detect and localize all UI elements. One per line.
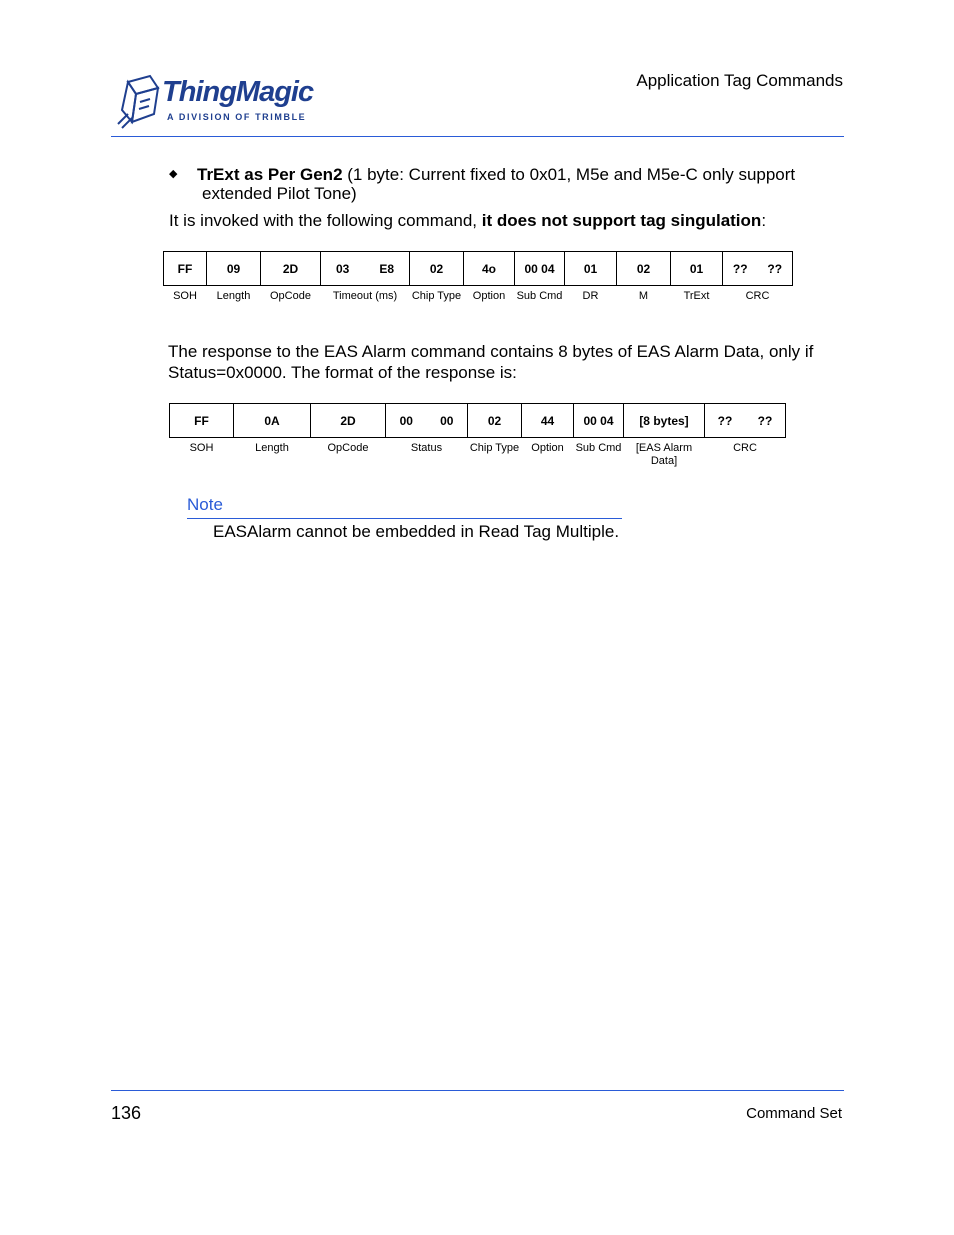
cmd-label-option: Option	[472, 290, 506, 302]
cmd-label-sub-cmd: Sub Cmd	[516, 290, 563, 302]
cmd-cell-m: 02	[617, 252, 671, 286]
logo-wordmark: ThingMagic	[162, 76, 314, 108]
resp-status-byte2: 00	[440, 413, 454, 428]
cmd-cell-option: 4o	[464, 252, 515, 286]
cmd-cell-opcode: 2D	[261, 252, 321, 286]
resp-label-length: Length	[255, 442, 289, 454]
resp-cell-chip-type: 02	[468, 404, 522, 438]
resp-cell-length: 0A	[234, 404, 311, 438]
cmd-label-chip-type: Chip Type	[411, 290, 462, 302]
response-intro-line1: The response to the EAS Alarm command contains 8 bytes of EAS Alarm Data, only if	[168, 342, 814, 361]
footer-section: Command Set	[746, 1105, 842, 1122]
bullet-text	[197, 165, 795, 184]
cmd-crc-byte1: ??	[732, 261, 748, 276]
resp-label-option: Option	[531, 442, 564, 454]
cmd-cell-trext: 01	[671, 252, 723, 286]
cmd-label-crc: CRC	[745, 290, 770, 302]
resp-status-byte1: 00	[399, 413, 413, 428]
resp-cell-opcode: 2D	[311, 404, 386, 438]
resp-cell-soh: FF	[170, 404, 234, 438]
resp-label-soh: SOH	[189, 442, 214, 454]
note-rule	[187, 518, 622, 519]
header-rule	[111, 136, 844, 137]
resp-label-crc: CRC	[733, 442, 757, 454]
cmd-cell-length: 09	[207, 252, 261, 286]
cmd-cell-timeout	[321, 252, 410, 286]
thingmagic-logo	[114, 72, 314, 132]
cmd-label-opcode: OpCode	[270, 290, 311, 302]
cmd-crc-byte2: ??	[767, 261, 783, 276]
resp-cell-eas-data: [8 bytes]	[624, 404, 705, 438]
response-table	[169, 403, 786, 469]
cmd-label-timeout: Timeout (ms)	[332, 290, 398, 302]
response-intro-line2: Status=0x0000. The format of the response is:	[168, 363, 517, 382]
invoke-bold: it does not support tag singulation	[481, 211, 762, 230]
cmd-cell-dr: 01	[565, 252, 617, 286]
cmd-cell-sub-cmd: 00 04	[515, 252, 565, 286]
cmd-label-length: Length	[216, 290, 251, 302]
cmd-label-soh: SOH	[173, 290, 197, 302]
resp-crc-byte2: ??	[757, 413, 773, 428]
resp-label-opcode: OpCode	[327, 442, 369, 454]
header-section-title: Application Tag Commands	[636, 71, 843, 90]
bullet-desc-line2: extended Pilot Tone)	[202, 184, 357, 203]
resp-crc-byte1: ??	[717, 413, 733, 428]
cmd-label-trext: TrExt	[683, 290, 710, 302]
invoke-prefix: It is invoked with the following command,	[169, 211, 482, 230]
note-title: Note	[187, 495, 223, 514]
bullet-term: TrExt as Per Gen2	[197, 165, 343, 184]
cmd-label-dr: DR	[582, 290, 599, 302]
cmd-cell-soh: FF	[164, 252, 207, 286]
logo-mark-icon	[114, 72, 162, 132]
note-text: EASAlarm cannot be embedded in Read Tag Multiple.	[213, 522, 620, 541]
invoke-suffix: :	[761, 211, 767, 230]
resp-cell-sub-cmd: 00 04	[574, 404, 624, 438]
cmd-timeout-byte1: 03	[335, 261, 350, 276]
resp-label-eas-data: [EAS Alarm Data]	[635, 442, 693, 467]
cmd-cell-crc	[723, 252, 793, 286]
footer-rule	[111, 1090, 844, 1091]
cmd-timeout-byte2: E8	[379, 261, 394, 276]
resp-cell-status	[386, 404, 468, 438]
resp-cell-crc	[705, 404, 786, 438]
logo-tagline: A DIVISION OF TRIMBLE	[167, 112, 307, 122]
resp-label-sub-cmd: Sub Cmd	[575, 442, 622, 454]
cmd-cell-chip-type: 02	[410, 252, 464, 286]
bullet-desc-line1: (1 byte: Current fixed to 0x01, M5e and M5e-C only support	[342, 165, 796, 184]
command-table	[163, 251, 793, 304]
resp-label-status: Status	[410, 442, 443, 454]
cmd-label-m: M	[638, 290, 649, 302]
resp-cell-option: 44	[522, 404, 574, 438]
resp-label-chip-type: Chip Type	[469, 442, 520, 454]
bullet-diamond-icon: ◆	[169, 168, 178, 180]
page-number: 136	[111, 1103, 142, 1123]
invoke-sentence	[169, 211, 766, 230]
